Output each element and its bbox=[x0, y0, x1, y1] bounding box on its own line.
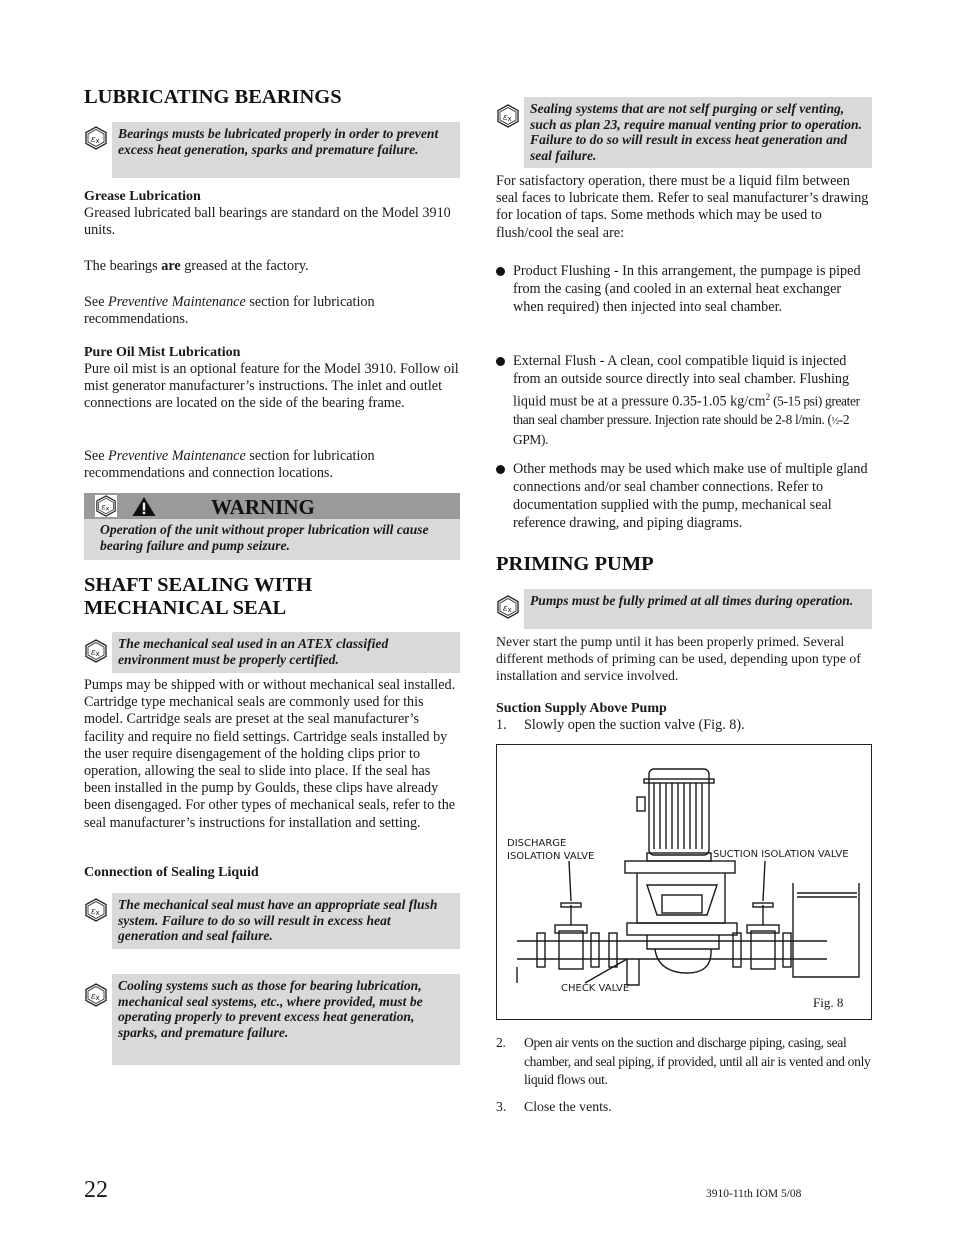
atex-note-venting: Sealing systems that are not self purging or self venting, such as plan 23, require manual venting prior to operation. Failure to do so will result in excess heat generation and seal failure. bbox=[524, 97, 872, 168]
ex-atex-icon bbox=[84, 126, 108, 150]
liquid-film-body: For satisfactory operation, there must be a liquid film between seal faces to lubricate them. Refer to seal manufacturer’s drawing for location of taps. Some methods which may be used to flush/cool the seal are: bbox=[496, 173, 869, 241]
atex-note-seal-certified: The mechanical seal used in an ATEX classified environment must be properly certified. bbox=[112, 632, 460, 673]
heading-shaft-sealing: SHAFT SEALING WITH MECHANICAL SEAL bbox=[84, 574, 313, 619]
bullet-dot-icon bbox=[496, 267, 505, 276]
step-3: 3. Close the vents. bbox=[496, 1099, 612, 1114]
ex-atex-icon bbox=[94, 495, 118, 517]
ex-atex-icon bbox=[84, 639, 108, 663]
pump-piping-diagram bbox=[497, 745, 871, 1019]
figure-label: Fig. 8 bbox=[813, 995, 844, 1010]
priming-body: Never start the pump until it has been properly primed. Several different methods of priming can be used, depending upon type of installation and service involved. bbox=[496, 634, 861, 684]
connection-sealing-liquid-title: Connection of Sealing Liquid bbox=[84, 865, 259, 880]
bearings-greased-text: The bearings are greased at the factory. bbox=[84, 258, 309, 274]
bullet-product-flushing: Product Flushing - In this arrangement, the pumpage is piped from the casing (and cooled in an external heat exchanger when required) then injected into seal chamber. bbox=[496, 262, 872, 316]
check-valve-label: CHECK VALVE bbox=[561, 983, 630, 994]
bullet-dot-icon bbox=[496, 465, 505, 474]
warning-text: Operation of the unit without proper lubrication will cause bearing failure and pump seizure. bbox=[84, 519, 460, 560]
warning-bar bbox=[84, 493, 460, 519]
step-2: 2. Open air vents on the suction and discharge piping, casing, seal chamber, and seal piping, if provided, until all air is vented and only liquid flows out. bbox=[496, 1035, 871, 1087]
oil-mist-body: Pure oil mist is an optional feature for the Model 3910. Follow oil mist generator manufacturer’s instructions. The inlet and outlet connections are located on the side of the bearing frame. bbox=[84, 361, 459, 412]
atex-note-flush-system: The mechanical seal must have an appropriate seal flush system. Failure to do so will result in excess heat generation and seal failure. bbox=[112, 893, 460, 949]
figure-8-box bbox=[496, 744, 872, 1020]
bullet-external-flush: External Flush - A clean, cool compatible liquid is injected from an outside source directly into seal chamber. Flushing liquid must be at a pressure 0.35-1.05 $kg/cm^2$ (5-15 psi) greater than seal chamber pressure. Injection rate should be 2-8 l/min. (½-2 GPM). bbox=[496, 352, 872, 449]
see-preventive-maintenance-2: See Preventive Maintenance section for lubrication recommendations and connection locations. bbox=[84, 448, 375, 482]
oil-mist-title: Pure Oil Mist Lubrication bbox=[84, 345, 241, 360]
mechanical-seal-body: Pumps may be shipped with or without mechanical seal installed. Cartridge type mechanical seals are commonly used for this model. Cartridge seals are preset at the seal manufacturer’s facility and require no field settings. Cartridge seals installed by the user require disengagement of the holding clips prior to operation, allowing the seal to slide into place. If the seal has been installed in the pump by Goulds, these clips have already been disengaged. For other types of mechanical seals, refer to the seal manufacturer’s instructions for installation and setting. bbox=[84, 677, 456, 831]
atex-note-primed: Pumps must be fully primed at all times during operation. bbox=[524, 589, 872, 629]
atex-note-lubrication: Bearings musts be lubricated properly in order to prevent excess heat generation, sparks and premature failure. bbox=[112, 122, 460, 178]
bullet-dot-icon bbox=[496, 357, 505, 366]
ex-atex-icon bbox=[496, 595, 520, 619]
page-number: 22 bbox=[84, 1177, 108, 1203]
warning-label: WARNING bbox=[211, 495, 315, 519]
discharge-valve-label: DISCHARGE ISOLATION VALVE bbox=[507, 838, 595, 862]
heading-lubricating-bearings: LUBRICATING BEARINGS bbox=[84, 86, 342, 108]
atex-note-cooling-systems: Cooling systems such as those for bearing lubrication, mechanical seal systems, etc., where provided, must be operating properly to prevent excess heat generation, sparks, and premature failure. bbox=[112, 974, 460, 1065]
bullet-other-methods: Other methods may be used which make use of multiple gland connections and/or seal chamber connections. Refer to documentation supplied with the pump, mechanical seal reference drawing, and piping diagrams. bbox=[496, 460, 872, 532]
see-preventive-maintenance-1: See Preventive Maintenance section for lubrication recommendations. bbox=[84, 294, 375, 328]
grease-lubrication-title: Grease Lubrication bbox=[84, 189, 201, 204]
heading-priming-pump: PRIMING PUMP bbox=[496, 553, 654, 575]
suction-supply-title: Suction Supply Above Pump bbox=[496, 701, 667, 716]
ex-atex-icon bbox=[496, 104, 520, 128]
ex-atex-icon bbox=[84, 898, 108, 922]
suction-valve-label: SUCTION ISOLATION VALVE bbox=[713, 849, 849, 860]
ex-atex-icon bbox=[84, 983, 108, 1007]
document-footer: 3910-11th IOM 5/08 bbox=[706, 1188, 802, 1200]
grease-lubrication-body: Greased lubricated ball bearings are standard on the Model 3910 units. bbox=[84, 205, 451, 239]
step-1: 1. Slowly open the suction valve (Fig. 8). bbox=[496, 717, 745, 733]
warning-triangle-icon bbox=[131, 496, 157, 517]
